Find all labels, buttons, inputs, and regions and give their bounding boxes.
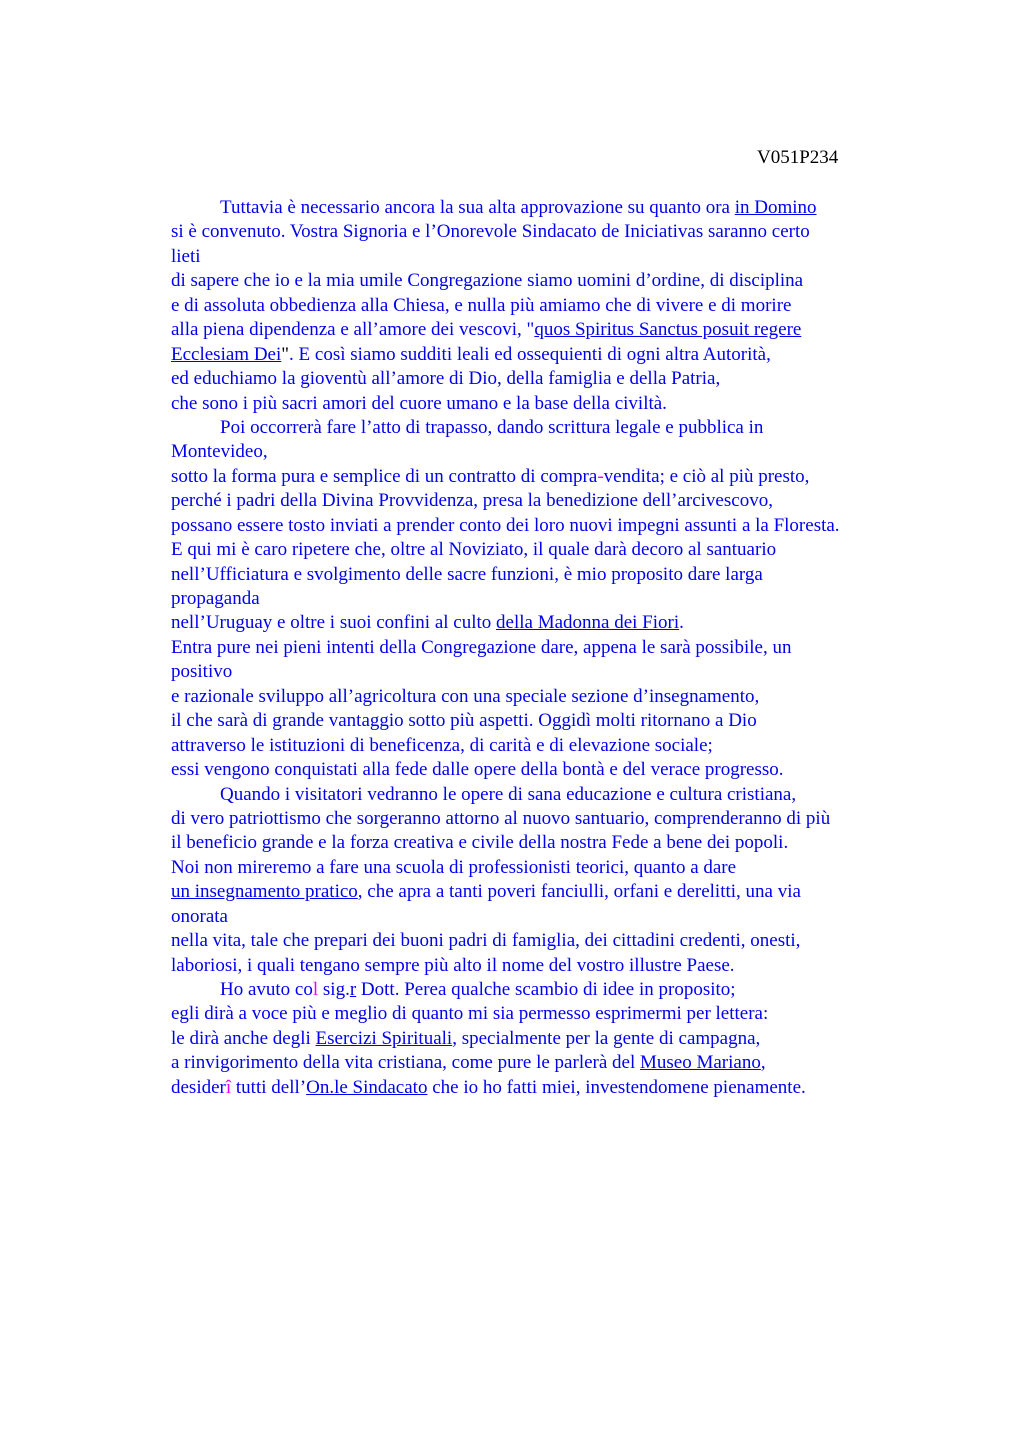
text-line: [171, 1027, 911, 1051]
underlined-phrase: r: [349, 979, 357, 1000]
text-line: [171, 465, 911, 489]
text-line: [171, 685, 911, 709]
text-segment: ed educhiamo la gioventù all’amore di Dio, della famiglia e della Patria,: [171, 368, 721, 390]
text-segment: possano essere tosto inviati a prender conto dei loro nuovi impegni assunti a la Floresta.: [171, 514, 840, 536]
text-segment: il che sarà di grande vantaggio sotto più aspetti. Oggidì molti ritornano a Dio: [171, 710, 757, 732]
text-segment: Quando i visitatori vedranno le opere di sana educazione e cultura cristiana,: [220, 783, 797, 805]
text-segment: Tuttavia è necessario ancora la sua alta approvazione su quanto ora: [220, 197, 735, 218]
text-segment: Montevideo,: [171, 441, 268, 463]
text-line: [171, 440, 911, 464]
text-line: [171, 783, 911, 807]
text-segment: desider: [171, 1076, 226, 1098]
text-segment: nell’Ufficiatura e svolgimento delle sacre funzioni, è mio proposito dare larga: [171, 563, 763, 585]
text-segment: egli dirà a voce più e meglio di quanto mi sia permesso esprimermi per lettera:: [171, 1003, 769, 1025]
text-segment: Entra pure nei pieni intenti della Congregazione dare, appena le sarà possibile, un: [171, 636, 792, 658]
text-segment: î: [225, 1076, 232, 1098]
text-segment: Dott. Perea qualche scambio di idee in proposito;: [356, 979, 736, 1000]
text-segment: si è convenuto. Vostra Signoria e l’Onorevole Sindacato de Iniciativas saranno certo: [171, 221, 810, 243]
text-line: [171, 954, 911, 978]
letter-body: [171, 196, 911, 1100]
underlined-phrase: della Madonna dei Fiori: [496, 612, 680, 634]
text-segment: E qui mi è caro ripetere che, oltre al Noviziato, il quale darà decoro al santuario: [171, 539, 777, 561]
text-line: [171, 269, 911, 293]
text-segment: e di assoluta obbedienza alla Chiesa, e nulla più amiamo che di vivere e di morire: [171, 294, 792, 316]
text-segment: alla piena dipendenza e all’amore dei vescovi, ": [171, 319, 535, 341]
text-segment: Poi occorrerà fare l’atto di trapasso, dando scrittura legale e pubblica in: [220, 416, 764, 438]
text-line: [171, 245, 911, 269]
text-line: [171, 416, 911, 440]
text-segment: che io ho fatti miei, investendomene pienamente.: [427, 1076, 806, 1098]
text-segment: . E così siamo sudditi leali ed ossequienti di ogni altra Autorità,: [289, 343, 771, 365]
text-segment: ,: [760, 1052, 766, 1074]
text-line: [171, 636, 911, 660]
text-line: [171, 856, 911, 880]
text-segment: che sono i più sacri amori del cuore umano e la base della civiltà.: [171, 392, 667, 414]
text-segment: propaganda: [171, 588, 260, 609]
text-segment: l: [312, 979, 319, 1000]
text-segment: Ho avuto co: [220, 979, 313, 1000]
text-segment: ": [281, 343, 290, 365]
text-segment: -: [597, 465, 604, 487]
page-reference: V051P234: [757, 147, 839, 168]
text-segment: sig.: [318, 979, 350, 1000]
underlined-phrase: Esercizi Spirituali: [315, 1027, 453, 1049]
text-segment: nell’Uruguay e oltre i suoi confini al culto: [171, 612, 497, 634]
text-segment: positivo: [171, 661, 233, 683]
underlined-phrase: in Domino: [734, 197, 817, 218]
text-line: [171, 538, 911, 562]
text-segment: laboriosi, i quali tengano sempre più alto il nome del vostro illustre Paese.: [171, 954, 735, 976]
text-line: [171, 880, 911, 904]
text-line: [171, 220, 911, 244]
underlined-phrase: On.le Sindacato: [306, 1076, 428, 1098]
text-segment: nella vita, tale che prepari dei buoni padri di famiglia, dei cittadini credenti, onesti,: [171, 930, 801, 952]
text-segment: , che apra a tanti poveri fanciulli, orfani e derelitti, una via: [357, 881, 801, 903]
text-line: [171, 514, 911, 538]
text-segment: di sapere che io e la mia umile Congregazione siamo uomini d’ordine, di disciplina: [171, 270, 804, 292]
text-line: [171, 807, 911, 831]
text-segment: lieti: [171, 245, 201, 267]
text-segment: onorata: [171, 905, 228, 927]
text-segment: , specialmente per la gente di campagna,: [452, 1027, 761, 1049]
text-segment: tutti dell’: [231, 1076, 307, 1098]
text-segment: le dirà anche degli: [171, 1027, 316, 1049]
text-segment: il beneficio grande e la forza creativa e civile della nostra Fede a bene dei popoli.: [171, 832, 789, 854]
text-line: [171, 611, 911, 635]
text-line: [171, 294, 911, 318]
text-line: [171, 929, 911, 953]
underlined-phrase: un insegnamento pratico: [171, 881, 358, 903]
text-line: [171, 660, 911, 684]
text-line: [171, 709, 911, 733]
text-line: [171, 978, 911, 1002]
text-line: [171, 367, 911, 391]
text-line: [171, 758, 911, 782]
text-line: [171, 392, 911, 416]
text-segment: a rinvigorimento della vita cristiana, come pure le parlerà del: [171, 1052, 640, 1074]
text-line: [171, 343, 911, 367]
text-segment: .: [679, 612, 684, 634]
text-segment: vendita; e ciò al più presto,: [603, 465, 810, 487]
text-segment: attraverso le istituzioni di beneficenza, di carità e di elevazione sociale;: [171, 734, 713, 756]
text-segment: Noi non mireremo a fare una scuola di professionisti teorici, quanto a dare: [171, 856, 737, 878]
text-line: [171, 905, 911, 929]
text-line: [171, 196, 911, 220]
text-line: [171, 1076, 911, 1100]
underlined-phrase: Ecclesiam Dei: [171, 343, 282, 365]
text-line: [171, 587, 911, 611]
text-segment: sotto la forma pura e semplice di un contratto di compra: [171, 465, 598, 487]
text-segment: perché i padri della Divina Provvidenza, presa la benedizione dell’arcivescovo,: [171, 490, 773, 512]
text-line: [171, 318, 911, 342]
text-line: [171, 563, 911, 587]
text-line: [171, 831, 911, 855]
text-segment: essi vengono conquistati alla fede dalle opere della bontà e del verace progresso.: [171, 759, 784, 781]
underlined-phrase: Museo Mariano: [640, 1052, 761, 1074]
text-line: [171, 734, 911, 758]
text-line: [171, 1051, 911, 1075]
underlined-phrase: quos Spiritus Sanctus posuit regere: [534, 319, 802, 341]
text-segment: di vero patriottismo che sorgeranno attorno al nuovo santuario, comprenderanno di più: [171, 807, 831, 829]
text-line: [171, 1002, 911, 1026]
text-line: [171, 489, 911, 513]
text-segment: e razionale sviluppo all’agricoltura con una speciale sezione d’insegnamento,: [171, 685, 760, 707]
